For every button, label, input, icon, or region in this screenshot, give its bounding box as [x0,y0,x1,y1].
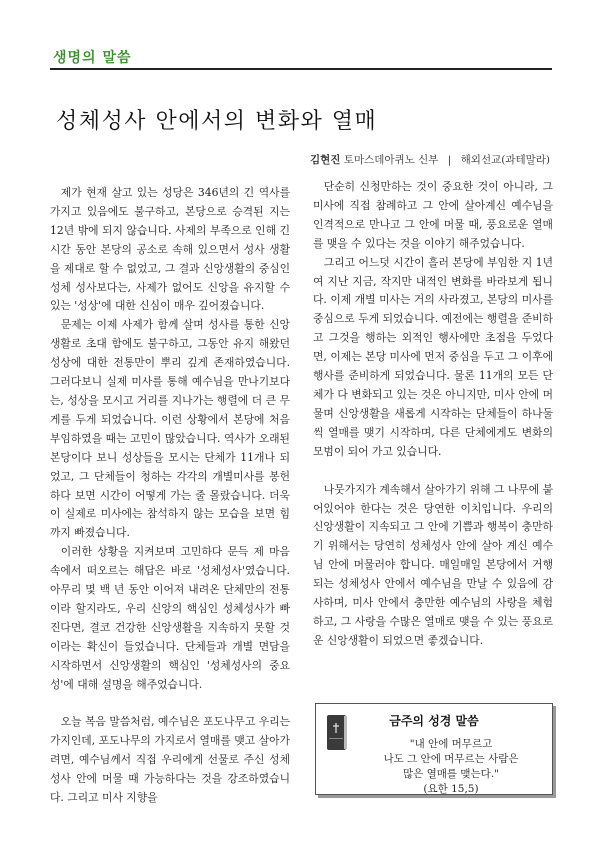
left-column [50,184,290,808]
paragraph: 제가 현재 살고 있는 성당은 346년의 긴 역사를 가지고 있음에도 불구하고, 본당으로 승격된 지는 12년 밖에 되지 않습니다. 사제의 부족으로 인해 긴 시간 동안 본당의 공소로 속해 있으면서 성사 생활을 제대로 할 수 없었고, 그 결과 신앙생활의 중심인 성체 성사보다는, 사제가 없어도 신앙을 유지할 수 있는 '성상'에 대한 신심이 매우 깊어졌습니다. [50,186,290,313]
paragraph: 단순히 신청만하는 것이 중요한 것이 아니라, 그 미사에 직접 참례하고 그 안에 살아계신 예수님을 인격적으로 만나고 그 안에 머물 때, 풍요로운 열매를 맺을 수 있다는 것을 이야기 해주었습니다. [313,180,553,250]
paragraph: 문제는 이제 사제가 함께 살며 성사를 통한 신앙생활로 초대 함에도 불구하고, 그동안 유지 해왔던 성상에 대한 전통만이 뿌리 깊게 존재하였습니다. 그러다보니 실제 미사를 통해 예수님을 만나기보다는, 성상을 모시고 거리를 지나가는 행렬에 더 큰 무게를 두게 되었습니다. 이런 상황에서 본당에 처음 부임하였을 때는 고민이 많았습니다. 역사가 오래된 본당이다 보니 성상들을 모시는 단체가 11개나 되었고, 그 단체들이 청하는 각각의 개별미사를 봉헌하다 보면 시간이 어떻게 가는 줄 몰랐습니다. 더욱이 실제로 미사에는 참석하지 않는 모습을 보면 힘까지 빠졌습니다. [50,318,290,540]
byline-separator: | [447,154,452,166]
paragraph: 오늘 복음 말씀처럼, 예수님은 포도나무고 우리는 가지인데, 포도나무의 가지로서 열매를 맺고 살아가려면, 예수님께서 직접 우리에게 선물로 주신 성체성사 안에 머물 때 가능하다는 것을 강조하였습니다. 그리고 미사 지향을 [50,715,290,805]
verse-line: "내 안에 머무르고 [409,738,493,750]
byline [310,152,550,167]
author-role: 토마스데아퀴노 신부 [343,154,439,166]
verse-title: 금주의 성경 말씀 [389,714,479,728]
section-divider [50,68,552,70]
paragraph: 이러한 상황을 지켜보며 고민하다 문득 제 마음 속에서 떠오르는 해답은 바로 '성체성사'였습니다. 아무리 몇 백 년 동안 이어져 내려온 단체만의 전통이라 할지라도, 우리 신앙의 핵심인 성체성사가 빠진다면, 결코 건강한 신앙생활을 지속하지 못할 것이라는 확신이 들었습니다. 단체들과 개별 면담을 시작하면서 신앙생활의 핵심인 '성체성사의 중요성'에 대해 설명을 해주었습니다. [50,545,290,691]
paragraph: 나뭇가지가 계속해서 살아가기 위해 그 나무에 붙어있어야 한다는 것은 당연한 이치입니다. 우리의 신앙생활이 지속되고 그 안에 기쁨과 행복이 충만하기 위해서는 당연히 성체성사 안에 살아 계신 예수님 안에 머물러야 합니다. 매일매일 본당에서 거행되는 성체성사 안에서 예수님을 만날 수 있음에 감사하며, 미사 안에서 충만한 예수님의 사랑을 체험하고, 그 사랑을 수많은 열매로 맺을 수 있는 풍요로운 신앙생활이 되었으면 좋겠습니다. [313,482,553,647]
author-name: 김현진 [310,154,341,166]
paragraph: 그리고 어느덧 시간이 흘러 본당에 부임한 지 1년여 지난 지금, 작지만 내적인 변화를 바라보게 됩니다. 이제 개별 미사는 거의 사라졌고, 본당의 미사를 중심으로 두게 되었습니다. 예전에는 행렬을 준비하고 그것을 행하는 외적인 행사에만 초점을 두었다면, 이제는 본당 미사에 먼저 중심을 두고 그 이후에 행사를 준비하게 되었습니다. 물론 11개의 모든 단체가 다 변화되고 있는 것은 아니지만, 미사 안에 머물며 신앙생활을 새롭게 시작하는 단체들이 하나둘씩 열매를 맺기 시작하며, 다른 단체에게도 변화의 모범이 되어 가고 있습니다. [313,255,553,458]
article-title: 성체성사 안에서의 변화와 열매 [56,109,378,134]
verse-reference: (요한 15,5) [423,783,479,795]
mission-location: 해외선교(과테말라) [460,154,550,166]
verse-line: 많은 열매를 맺는다." [403,768,499,780]
section-label: 생명의 말씀 [53,50,132,66]
weekly-verse-box [315,703,553,795]
verse-line: 나도 그 안에 머무르는 사람은 [383,753,519,765]
right-column [313,178,553,651]
